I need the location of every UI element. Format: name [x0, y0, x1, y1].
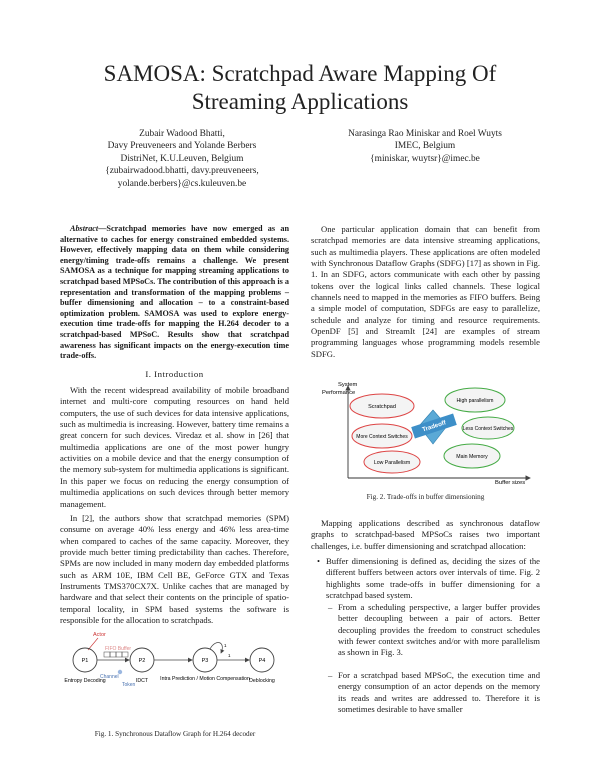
subbullet-scheduling — [328, 602, 540, 659]
abstract-text: —Scratchpad memories have now emerged as an alternative to caches for energy constrained embedded systems. However, effectively mapping data on them while considering energy/timing trade-offs remains a challenge. We present SAMOSA as a technique for mapping streaming applications to scratchpad based MPSoCs. The contribution of this approach is a representation and transformation of the mapping problems – buffer dimensioning and allocation – to a constraint-based optimization problem. SAMOSA was used to explore energy-execution time trade-offs for mapping the H.264 decoder to a scratchpad-based MPSoC. Results show that scratchpad awareness has significant impacts on the energy-execution time trade-offs. — [60, 224, 289, 361]
right-paragraph-2: Mapping applications described as synchronous dataflow graphs to scratchpad-based MPSoCs raises two important challenges, i.e. buffer dimensioning and scratchpad allocation: — [311, 518, 540, 551]
channel-label: Channel — [100, 674, 119, 680]
author-affiliation: DistriNet, K.U.Leuven, Belgium — [120, 153, 244, 164]
fifo-cell — [122, 652, 128, 657]
actor-pointer — [88, 638, 98, 650]
right-column-top — [311, 224, 540, 360]
dash-icon: – — [328, 602, 333, 612]
intro-paragraph-2: In [2], the authors show that scratchpad memories (SPM) consume on average 40% less energy and 46% less area-time when compared to caches of the same capacity. Moreover, they provide much better timing predictability than caches. Therefore, SPMs are now included in many modern day embedded platforms such as ARM 10E, IBM Cell BE, GeForce GTX and Texas Instruments TMS370CX7X. Unlike caches that are managed by hardware and that select their contents on the principle of spatio-temporal locality, in SPM based systems the software is responsible for the allocation to scratchpads. — [60, 512, 289, 625]
abstract-label: Abstract — [70, 224, 99, 233]
cloud-low-parallelism-label: Low Parallelism — [373, 460, 411, 466]
cloud-less-context-switches-label: Less Context Switches — [462, 426, 514, 432]
author-block-right — [310, 128, 540, 165]
title-line-2: Streaming Applications — [191, 89, 409, 114]
fifo-cell — [116, 652, 122, 657]
author-names-2: Davy Preuveneers and Yolande Berbers — [107, 141, 257, 152]
cloud-main-memory-label: Main Memory — [456, 454, 488, 460]
author-block-left — [62, 128, 302, 190]
node-p4-description: Deblocking — [249, 678, 275, 684]
subbullet-energy — [328, 670, 540, 715]
author-email-2: yolande.berbers}@cs.kuleuven.be — [117, 178, 247, 189]
cloud-high-parallelism-label: High parallelism — [456, 398, 494, 404]
node-p1-label: P1 — [81, 658, 89, 664]
left-column — [60, 224, 289, 626]
subbullet-2-text: For a scratchpad based MPSoC, the execution time and energy consumption of an actor depends on the memory its reads and writes are addressed to. Therefore it is sometimes desirable to have smaller — [338, 670, 540, 715]
node-p3-label: P3 — [201, 658, 209, 664]
fifo-buffer-label: FIFO Buffer — [105, 646, 132, 652]
x-axis-label: Buffer sizes — [495, 480, 526, 486]
self-loop-p3 — [210, 642, 222, 653]
y-axis-label-1: System — [338, 382, 358, 388]
right-paragraph-1: One particular application domain that can benefit from scratchpad memories are data intensive streaming applications, such as multimedia players. These applications are often modeled with Synchronous Dataflow Graphs (SDFG) [17] as shown in Fig. 1. In an SDFG, actors communicate with each other by passing tokens over the logical links called channels. These logical channels need to mapped in the memories as FIFO buffers. Being a simple model of computation, SDFGs are easy to parallelize, schedule and analyze for timing and resource requirements. OpenDF [5] and StreamIt [24] are examples of stream programming languages whose programming models resemble SDFG. — [311, 224, 540, 359]
author-email-1: {zubairwadood.bhatti, davy.preuveneers, — [105, 166, 259, 177]
intro-paragraph-1: With the recent widespread availability of mobile broadband internet and multi-core computing resources on hand held computers, the use of such devices for data intensive applications, such as multimedia is increasing. However, battery time remains a great concern for such devices. Viredaz et al. show in [26] that multimedia applications are one of the most power hungry activities on a mobile device and that the energy consumption of the memory sub-system for multimedia applications is significant. In this paper we focus on reducing the energy consumption of multimedia applications on such devices through better memory management. — [60, 385, 289, 509]
bullet-dot-icon: • — [317, 556, 321, 566]
author-names-1: Zubair Wadood Bhatti, — [139, 129, 225, 139]
node-p3-description: Intra Prediction / Motion Compensation — [160, 676, 250, 682]
cloud-scratchpad-label: Scratchpad — [368, 404, 396, 410]
figure-1-sdfg — [60, 620, 290, 720]
dash-icon: – — [328, 670, 333, 680]
node-p2-label: P2 — [138, 658, 146, 664]
node-p1-description: Entropy Decoding — [64, 678, 106, 684]
fifo-cell — [110, 652, 116, 657]
paper-title — [40, 60, 560, 116]
fifo-cell — [104, 652, 110, 657]
tradeoff-label: Tradeoff — [421, 419, 447, 434]
bullet-1-text: Buffer dimensioning is defined as, deciding the sizes of the different buffers between actors over intervals of time. Fig. 2 highlights some trade-offs in buffer dimensioning for a scratchpad based system. — [326, 556, 540, 601]
bullet-buffer-dimensioning — [317, 556, 540, 601]
section-heading-introduction: I. Introduction — [145, 368, 204, 379]
author-names: Narasinga Rao Miniskar and Roel Wuyts — [348, 129, 502, 139]
cloud-more-context-switches-label: More Context Switches — [356, 434, 408, 440]
right-column-bottom — [311, 518, 540, 552]
author-email: {miniskar, wuytsr}@imec.be — [370, 153, 480, 164]
title-line-1: SAMOSA: Scratchpad Aware Mapping Of — [103, 61, 497, 86]
node-p4-label: P4 — [258, 658, 266, 664]
abstract — [60, 224, 289, 362]
token-label: Token — [122, 682, 136, 688]
figure-2-tradeoffs — [320, 378, 535, 486]
figure-2-caption: Fig. 2. Trade-offs in buffer dimensioning — [366, 493, 485, 501]
rate-label-a: 1 — [224, 643, 227, 648]
rate-label-b: 1 — [228, 653, 231, 658]
author-affiliation: IMEC, Belgium — [394, 141, 456, 152]
subbullet-1-text: From a scheduling perspective, a larger buffer provides better decoupling between a pair of actors. Better decoupling provides the freedom to construct schedules with fewer context switches and/or with more parallelism as shown in Fig. 3. — [338, 602, 540, 658]
figure-1-caption: Fig. 1. Synchronous Dataflow Graph for H.264 decoder — [94, 730, 256, 738]
node-p2-description: IDCT — [135, 678, 149, 684]
actor-label: Actor — [93, 632, 106, 638]
y-axis-label-2: Performance — [322, 390, 356, 396]
